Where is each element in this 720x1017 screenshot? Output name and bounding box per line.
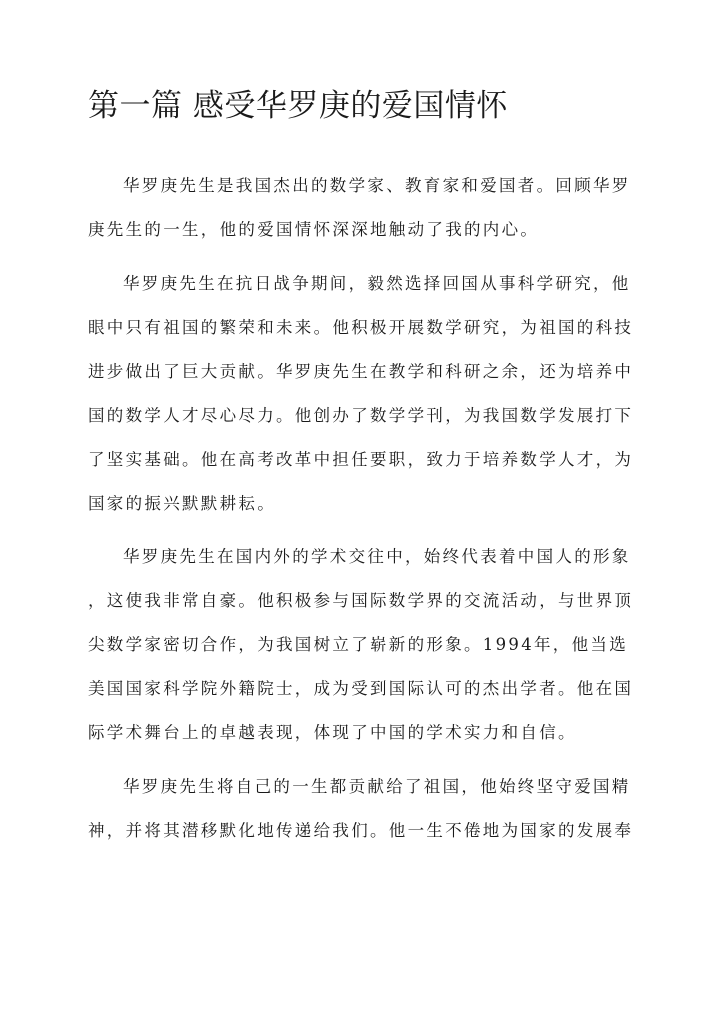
paragraph-line: 华罗庚先生在抗日战争期间，毅然选择回国从事科学研究，他 xyxy=(123,274,631,293)
paragraph-line: 尖数学家密切合作，为我国树立了崭新的形象。1994年，他当选 xyxy=(88,635,628,654)
paragraph-line: 国家的振兴默默耕耘。 xyxy=(88,494,276,513)
paragraph-line: 神，并将其潜移默化地传递给我们。他一生不倦地为国家的发展奉 xyxy=(88,821,634,840)
paragraph-intro xyxy=(88,164,648,252)
paragraph-line: 美国国家科学院外籍院士，成为受到国际认可的杰出学者。他在国 xyxy=(88,679,634,698)
paragraph-line: 眼中只有祖国的繁荣和未来。他积极开展数学研究，为祖国的科技 xyxy=(88,318,634,337)
paragraph-line: 国的数学人才尽心尽力。他创办了数学学刊，为我国数学发展打下 xyxy=(88,406,634,425)
paragraph-line: 华罗庚先生将自己的一生都贡献给了祖国，他始终坚守爱国精 xyxy=(123,777,631,796)
paragraph-international-exchange xyxy=(88,535,648,755)
paragraph-line: 了坚实基础。他在高考改革中担任要职，致力于培养数学人才，为 xyxy=(88,450,634,469)
paragraph-line: 华罗庚先生在国内外的学术交往中，始终代表着中国人的形象 xyxy=(123,547,631,566)
paragraph-lifelong-devotion xyxy=(88,765,648,853)
paragraph-line: 际学术舞台上的卓越表现，体现了中国的学术实力和自信。 xyxy=(88,723,577,742)
page-title: 第一篇 感受华罗庚的爱国情怀 xyxy=(88,88,508,124)
paragraph-line: 庚先生的一生，他的爱国情怀深深地触动了我的内心。 xyxy=(88,220,540,239)
paragraph-wartime-research xyxy=(88,262,648,526)
paragraph-line: ，这使我非常自豪。他积极参与国际数学界的交流活动，与世界顶 xyxy=(88,591,634,610)
paragraph-line: 华罗庚先生是我国杰出的数学家、教育家和爱国者。回顾华罗 xyxy=(123,176,631,195)
paragraph-line: 进步做出了巨大贡献。华罗庚先生在教学和科研之余，还为培养中 xyxy=(88,362,634,381)
